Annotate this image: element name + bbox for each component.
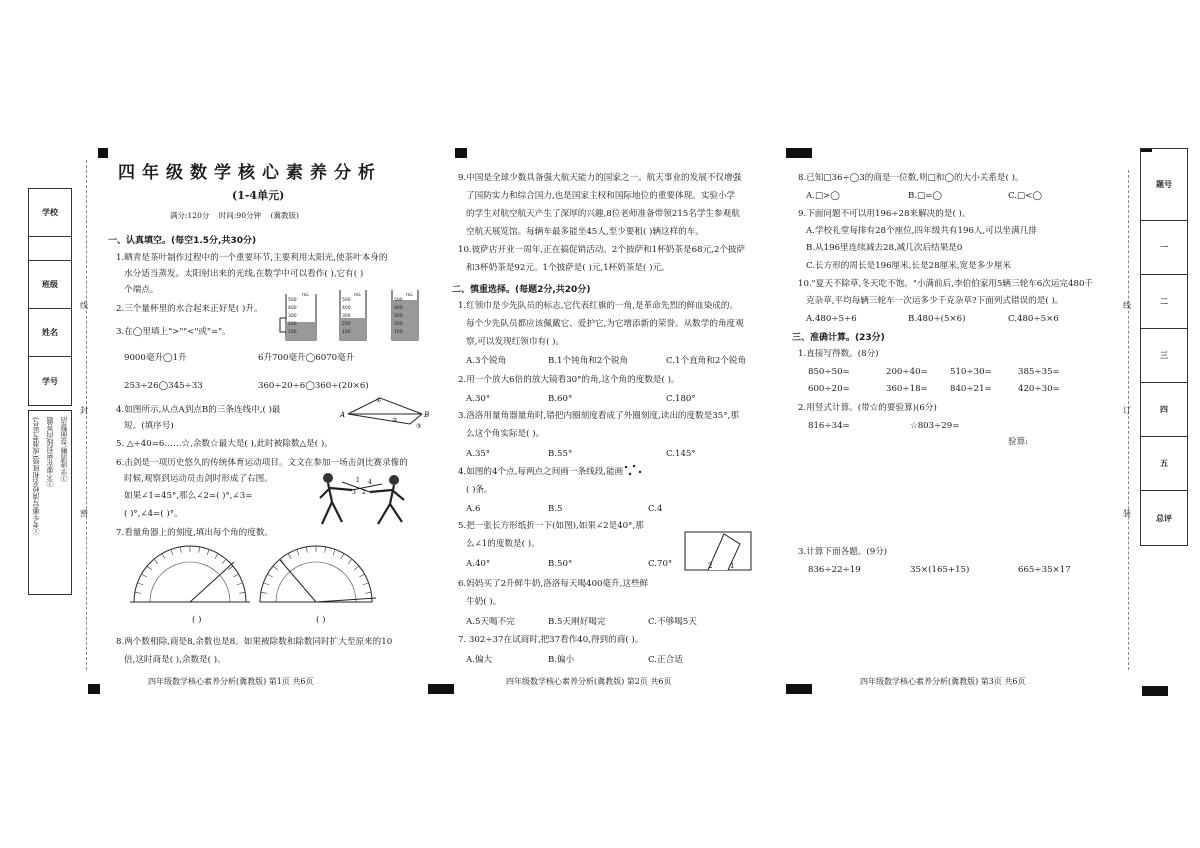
cup-label: 400 xyxy=(342,306,351,311)
direct-calc[interactable]: 385÷35= xyxy=(1018,367,1060,377)
route-label: ① xyxy=(376,397,382,404)
protractor-tick xyxy=(325,547,326,553)
question-line: 如果∠1=45°,那么∠2=( )°,∠3= xyxy=(124,491,253,501)
protractor-tick xyxy=(306,547,307,553)
protractor-tick xyxy=(348,559,352,564)
protractor-tick xyxy=(261,592,267,593)
option-b[interactable]: B.60° xyxy=(548,394,573,404)
option-c[interactable]: C.□<◯ xyxy=(1008,191,1042,201)
fencer-head xyxy=(323,473,333,483)
unit-label: (1-4单元) xyxy=(232,189,285,202)
point-dot xyxy=(633,465,635,467)
cup-label: 400 xyxy=(288,306,297,311)
question-line: 1.红领巾是少先队员的标志,它代表红旗的一角,是革命先烈的鲜血染成的。 xyxy=(458,301,739,311)
protractor-tick xyxy=(215,554,218,559)
option-b[interactable]: B.50° xyxy=(548,559,573,569)
compare-item: 253÷26◯345÷33 xyxy=(124,381,203,391)
question-line: 和3杯奶茶是92元。1个披萨是( )元,1杯奶茶是( )元。 xyxy=(466,263,670,273)
binding-label: 封 xyxy=(80,406,88,415)
question-line: 2.用一个放大6倍的放大镜看30°的角,这个角的度数是( )。 xyxy=(458,375,680,385)
protractor-tick xyxy=(137,583,143,585)
mixed-calc[interactable]: 836÷22÷19 xyxy=(808,565,861,575)
question-line: 7. 302÷37在试商时,把37看作40,得到的商( )。 xyxy=(458,635,644,645)
option-c[interactable]: C.480÷5×6 xyxy=(1008,314,1059,324)
question-line: 的学生对航空航天产生了深厚的兴趣,8位老师准备带领215名学生参观航 xyxy=(466,209,740,219)
registration-mark xyxy=(786,684,812,694)
option-b[interactable]: B.5 xyxy=(548,504,563,514)
registration-mark xyxy=(98,148,108,158)
question-line: 6.妈妈买了2升鲜牛奶,洛洛每天喝400毫升,这些鲜 xyxy=(458,579,649,589)
protractor xyxy=(130,546,250,602)
point-dot xyxy=(629,473,631,475)
folded-flap xyxy=(708,534,740,570)
binding-label: 密 xyxy=(80,509,88,518)
question-line: 克杂草,平均每辆三轮车一次运多少千克杂草?下面列式错误的是( )。 xyxy=(806,296,1064,306)
question-line: 么这个角实际是( )。 xyxy=(466,429,545,439)
protractor-tick xyxy=(263,583,269,585)
question-line: 察,可以发现红领巾有( )。 xyxy=(466,337,565,347)
cup-label: 200 xyxy=(288,322,297,327)
cup-label: 500 xyxy=(342,298,351,303)
protractor-tick xyxy=(162,554,165,559)
question-line: 5.把一张长方形纸折一下(如图),如果∠2是40°,那 xyxy=(458,521,644,531)
question-line: 8.两个数相除,商是8,余数也是8。如果被除数和除数同时扩大至原来的10 xyxy=(116,637,393,647)
route-line xyxy=(348,414,422,424)
option-b[interactable]: B.55° xyxy=(548,449,573,459)
cup-label: 200 xyxy=(394,322,403,327)
protractor-tick xyxy=(147,566,152,570)
question-line: 7.看量角器上的刻度,填出每个角的度数。 xyxy=(116,528,274,538)
protractor xyxy=(260,546,376,602)
protractor-tick xyxy=(333,549,335,555)
vertical-calc[interactable]: 816÷34= xyxy=(808,421,850,431)
question-line: 短。(填序号) xyxy=(124,421,174,431)
question-line: 10.彼萨店开业一周年,正在搞促销活动。2个披萨和1杯奶茶是68元,2个披萨 xyxy=(458,245,746,255)
route-label: ③ xyxy=(416,423,422,430)
binding-label: 装 xyxy=(1123,509,1131,518)
check-label: 验算: xyxy=(1008,437,1029,447)
question-line: 2.三个量杯里的水合起来正好是( )升。 xyxy=(116,304,263,314)
option-b[interactable]: B.从196里连续减去28,减几次后结果是0 xyxy=(806,243,963,253)
question-line: 么∠1的度数是( )。 xyxy=(466,539,540,549)
option-c[interactable]: C.不够喝5天 xyxy=(648,617,697,627)
option-c[interactable]: C.4 xyxy=(648,504,663,514)
page-title: 四年级数学核心素养分析 xyxy=(118,163,382,183)
page-footer: 四年级数学核心素养分析(冀教版) 第2页 共6页 xyxy=(506,677,672,686)
registration-mark xyxy=(1142,686,1168,696)
protractor-tick xyxy=(363,583,369,585)
angle-ray xyxy=(190,562,234,602)
option-c[interactable]: C.70° xyxy=(648,559,673,569)
protractor-tick xyxy=(180,547,181,553)
protractor-tick xyxy=(288,554,291,559)
protractor-tick xyxy=(239,592,245,593)
info-label: 姓名 xyxy=(29,309,71,357)
protractors-figure xyxy=(130,540,430,606)
direct-calc[interactable]: 200÷40= xyxy=(886,367,928,377)
option-b[interactable]: B.1个钝角和2个锐角 xyxy=(548,356,629,366)
question-line: 9.下面问题不可以用196÷28来解决的是( )。 xyxy=(798,209,971,219)
question-line: 水分适当蒸发。太阳射出来的光线,在数学中可以看作( ),它有( ) xyxy=(124,269,364,279)
option-c[interactable]: C.正合适 xyxy=(648,655,683,665)
binding-line xyxy=(1128,170,1129,670)
option-a[interactable]: A.40° xyxy=(466,559,491,569)
question-line: 3.在◯里填上">""<"或"="。 xyxy=(116,327,231,337)
folded-paper-figure xyxy=(684,530,754,572)
protractor-ticks xyxy=(134,546,372,602)
cup-label: mL xyxy=(354,293,361,298)
cup-label: 300 xyxy=(288,314,297,319)
fencer-body xyxy=(320,483,352,524)
question-line: 4.如图所示,从点A到点B的三条连线中,( )最 xyxy=(116,405,281,415)
subsection-title: 1.直接写得数。(8分) xyxy=(798,349,879,359)
question-line: 4.如图的4个点,每两点之间画一条线段,能画 xyxy=(458,467,624,477)
score-cell[interactable]: 四 xyxy=(1141,383,1187,437)
protractor-tick xyxy=(222,559,226,564)
answer-blank[interactable]: ( ) xyxy=(316,615,326,625)
score-cell[interactable]: 五 xyxy=(1141,437,1187,491)
point-dot xyxy=(639,471,641,473)
note-line: ①考生要写清校名和班级(或准考证号) xyxy=(32,417,40,535)
direct-calc[interactable]: 420÷30= xyxy=(1018,384,1060,394)
option-b[interactable]: B.偏小 xyxy=(548,655,575,665)
question-line: 了国防实力和综合国力,也是国家主权和国际地位的重要体现。实验小学 xyxy=(466,191,736,201)
compare-item: 9000毫升◯1升 xyxy=(124,353,187,363)
score-cell[interactable]: 一 xyxy=(1141,221,1187,275)
angle-label: 3 xyxy=(352,489,356,496)
registration-mark xyxy=(786,148,812,158)
direct-calc[interactable]: 850÷50= xyxy=(808,367,850,377)
score-header: 题号 xyxy=(1141,149,1187,221)
binding-label: 线 xyxy=(1123,301,1131,310)
measuring-cups-figure xyxy=(280,288,430,348)
cup-label: 400 xyxy=(394,306,403,311)
info-label: 班级 xyxy=(29,261,71,309)
score-cell[interactable]: 二 xyxy=(1141,275,1187,329)
cup-label: mL xyxy=(406,293,413,298)
full-score: 满分:120分 xyxy=(170,211,210,220)
point-label: B xyxy=(424,411,430,419)
question-line: 牛奶( )。 xyxy=(466,597,502,607)
angle-ray xyxy=(316,598,376,602)
section-title: 二、慎重选择。(每题2分,共20分) xyxy=(452,285,591,295)
score-total[interactable]: 总评 xyxy=(1156,513,1172,523)
subsection-title: 3.计算下面各题。(9分) xyxy=(798,547,888,557)
cup-label: mL xyxy=(302,293,309,298)
measuring-cup xyxy=(280,294,316,340)
point-label: A xyxy=(340,411,346,419)
mixed-calc[interactable]: 35×(165+15) xyxy=(910,565,970,575)
option-b[interactable]: B.□=◯ xyxy=(908,191,942,201)
exam-notes xyxy=(28,410,72,595)
compare-item: 6升700毫升◯6070毫升 xyxy=(258,353,355,363)
angle-label: 2 xyxy=(362,489,366,496)
edition: (冀教版) xyxy=(270,211,299,220)
fencer-head xyxy=(389,475,399,485)
time-limit: 时间:90分钟 xyxy=(218,211,261,220)
option-a[interactable]: A.30° xyxy=(466,394,491,404)
option-a[interactable]: A.35° xyxy=(466,449,491,459)
protractor-tick xyxy=(297,549,299,555)
binding-label: 线 xyxy=(80,301,88,310)
protractor-tick xyxy=(135,592,141,593)
section-title: 一、认真填空。(每空1.5分,共30分) xyxy=(108,236,257,246)
note-line: ②不要在密封线内答题 xyxy=(46,417,54,487)
page-footer: 四年级数学核心素养分析(冀教版) 第1页 共6页 xyxy=(148,677,314,686)
cup-label: 300 xyxy=(342,314,351,319)
info-blank[interactable] xyxy=(29,237,71,261)
protractor-tick xyxy=(237,583,243,585)
binding-label: 订 xyxy=(1123,406,1131,415)
option-a[interactable]: A.5天喝不完 xyxy=(466,617,515,627)
protractor-tick xyxy=(273,566,278,570)
angle-label: 4 xyxy=(368,479,372,486)
registration-mark xyxy=(455,148,467,158)
option-a[interactable]: A.偏大 xyxy=(466,655,493,665)
protractor-tick xyxy=(199,547,200,553)
protractor-tick xyxy=(142,574,147,577)
note-line: ③字迹清晰,卷面整洁 xyxy=(60,417,68,483)
cup-label: 200 xyxy=(342,322,351,327)
compare-item: 360÷20÷6◯360÷(20×6) xyxy=(258,381,369,391)
subsection-title: 2.用竖式计算。(带☆的要验算)(6分) xyxy=(798,403,937,413)
cup-label: 100 xyxy=(394,330,403,335)
question-line: 个端点。 xyxy=(124,285,159,295)
cup-label: 500 xyxy=(288,298,297,303)
protractor-tick xyxy=(207,549,209,555)
question-line: 9.中国是全球少数具备强大航天能力的国家之一。航天事业的发展不仅增强 xyxy=(458,173,742,183)
question-line: 10."夏天不除草,冬天吃不饱。"小满前后,李伯伯家用5辆三轮车6次运完480千 xyxy=(798,279,1094,289)
protractor-tick xyxy=(268,574,273,577)
direct-calc[interactable]: 600÷20= xyxy=(808,384,850,394)
angle-label: 1 xyxy=(356,477,360,484)
question-line: 3.洛洛用量角器量角时,错把内圈刻度看成了外圈刻度,读出的度数是35°,那 xyxy=(458,411,739,421)
question-line: 每个少先队员都应该佩戴它、爱护它,为它增添新的荣誉。从数学的角度观 xyxy=(466,319,744,329)
option-a[interactable]: A.3个锐角 xyxy=(466,356,507,366)
question-line: ( )°,∠4=( )°。 xyxy=(124,509,183,519)
option-a[interactable]: A.6 xyxy=(466,504,481,514)
exam-meta xyxy=(170,210,299,222)
info-label: 学校 xyxy=(29,189,71,237)
question-line: 8.已知□36÷◯3的商是一位数,则□和◯的大小关系是( )。 xyxy=(798,173,1024,183)
protractor-tick xyxy=(354,566,359,570)
four-points-figure xyxy=(624,464,644,476)
protractor-tick xyxy=(341,554,344,559)
registration-mark xyxy=(428,684,454,694)
route-line xyxy=(348,398,422,414)
question-line: ( )条。 xyxy=(466,485,493,495)
route-label: ② xyxy=(392,417,398,424)
registration-mark xyxy=(88,684,100,694)
option-a[interactable]: A.学校礼堂每排有28个座位,四年级共有196人,可以坐满几排 xyxy=(806,226,1037,236)
cup-label: 100 xyxy=(288,330,297,335)
protractor-tick xyxy=(359,574,364,577)
page-footer: 四年级数学核心素养分析(冀教版) 第3页 共6页 xyxy=(860,677,1026,686)
routes-figure xyxy=(340,392,430,430)
cup-label: 300 xyxy=(394,314,403,319)
option-b[interactable]: B.480÷(5×6) xyxy=(908,314,966,324)
question-line: 5. △÷40=6……☆,余数☆最大是( ),此时被除数△是( )。 xyxy=(116,439,333,449)
angle-label: 1 xyxy=(730,562,735,570)
section-title: 三、准确计算。(23分) xyxy=(792,333,885,343)
student-info-table xyxy=(28,188,72,406)
fencing-figure xyxy=(312,470,412,528)
info-label: 学号 xyxy=(42,376,58,386)
question-line: 空航天展览馆。每辆车最多能坐45人,至少要租( )辆这样的车。 xyxy=(466,227,704,237)
question-line: 倍,这时商是( ),余数是( )。 xyxy=(124,655,226,665)
protractor-tick xyxy=(171,549,173,555)
protractor-tick xyxy=(365,592,371,593)
fencer-body xyxy=(370,485,404,524)
protractor-tick xyxy=(233,574,238,577)
answer-blank[interactable]: ( ) xyxy=(192,615,202,625)
option-c[interactable]: C.145° xyxy=(666,449,696,459)
option-c[interactable]: C.1个直角和2个锐角 xyxy=(666,356,747,366)
direct-calc[interactable]: 840÷21= xyxy=(950,384,992,394)
angle-label: 2 xyxy=(708,562,713,570)
option-b[interactable]: B.5天刚好喝完 xyxy=(548,617,606,627)
option-c[interactable]: C.180° xyxy=(666,394,696,404)
direct-calc[interactable]: 360÷18= xyxy=(886,384,928,394)
direct-calc[interactable]: 510÷30= xyxy=(950,367,992,377)
mixed-calc[interactable]: 665÷35×17 xyxy=(1018,565,1071,575)
option-c[interactable]: C.长方形的周长是196厘米,长是28厘米,宽是多少厘米 xyxy=(806,261,1012,271)
option-a[interactable]: A.480÷5÷6 xyxy=(806,314,857,324)
question-line: 时候,观察到运动员击剑时形成了右图。 xyxy=(124,474,273,484)
question-line: 1.晒青是茶叶制作过程中的一个重要环节,主要利用太阳光,使茶叶本身的 xyxy=(116,253,388,263)
point-dot xyxy=(625,466,627,468)
protractor-tick xyxy=(154,559,158,564)
question-line: 6.击剑是一项历史悠久的传统体育运动项目。文文在参加一场击剑比赛录像的 xyxy=(116,458,408,468)
cup-label: 500 xyxy=(394,298,403,303)
vertical-calc[interactable]: ☆803÷29= xyxy=(910,421,960,431)
score-cell[interactable]: 三 xyxy=(1141,329,1187,383)
option-a[interactable]: A.□>◯ xyxy=(806,191,840,201)
score-table xyxy=(1140,148,1188,546)
cup-label: 100 xyxy=(342,330,351,335)
